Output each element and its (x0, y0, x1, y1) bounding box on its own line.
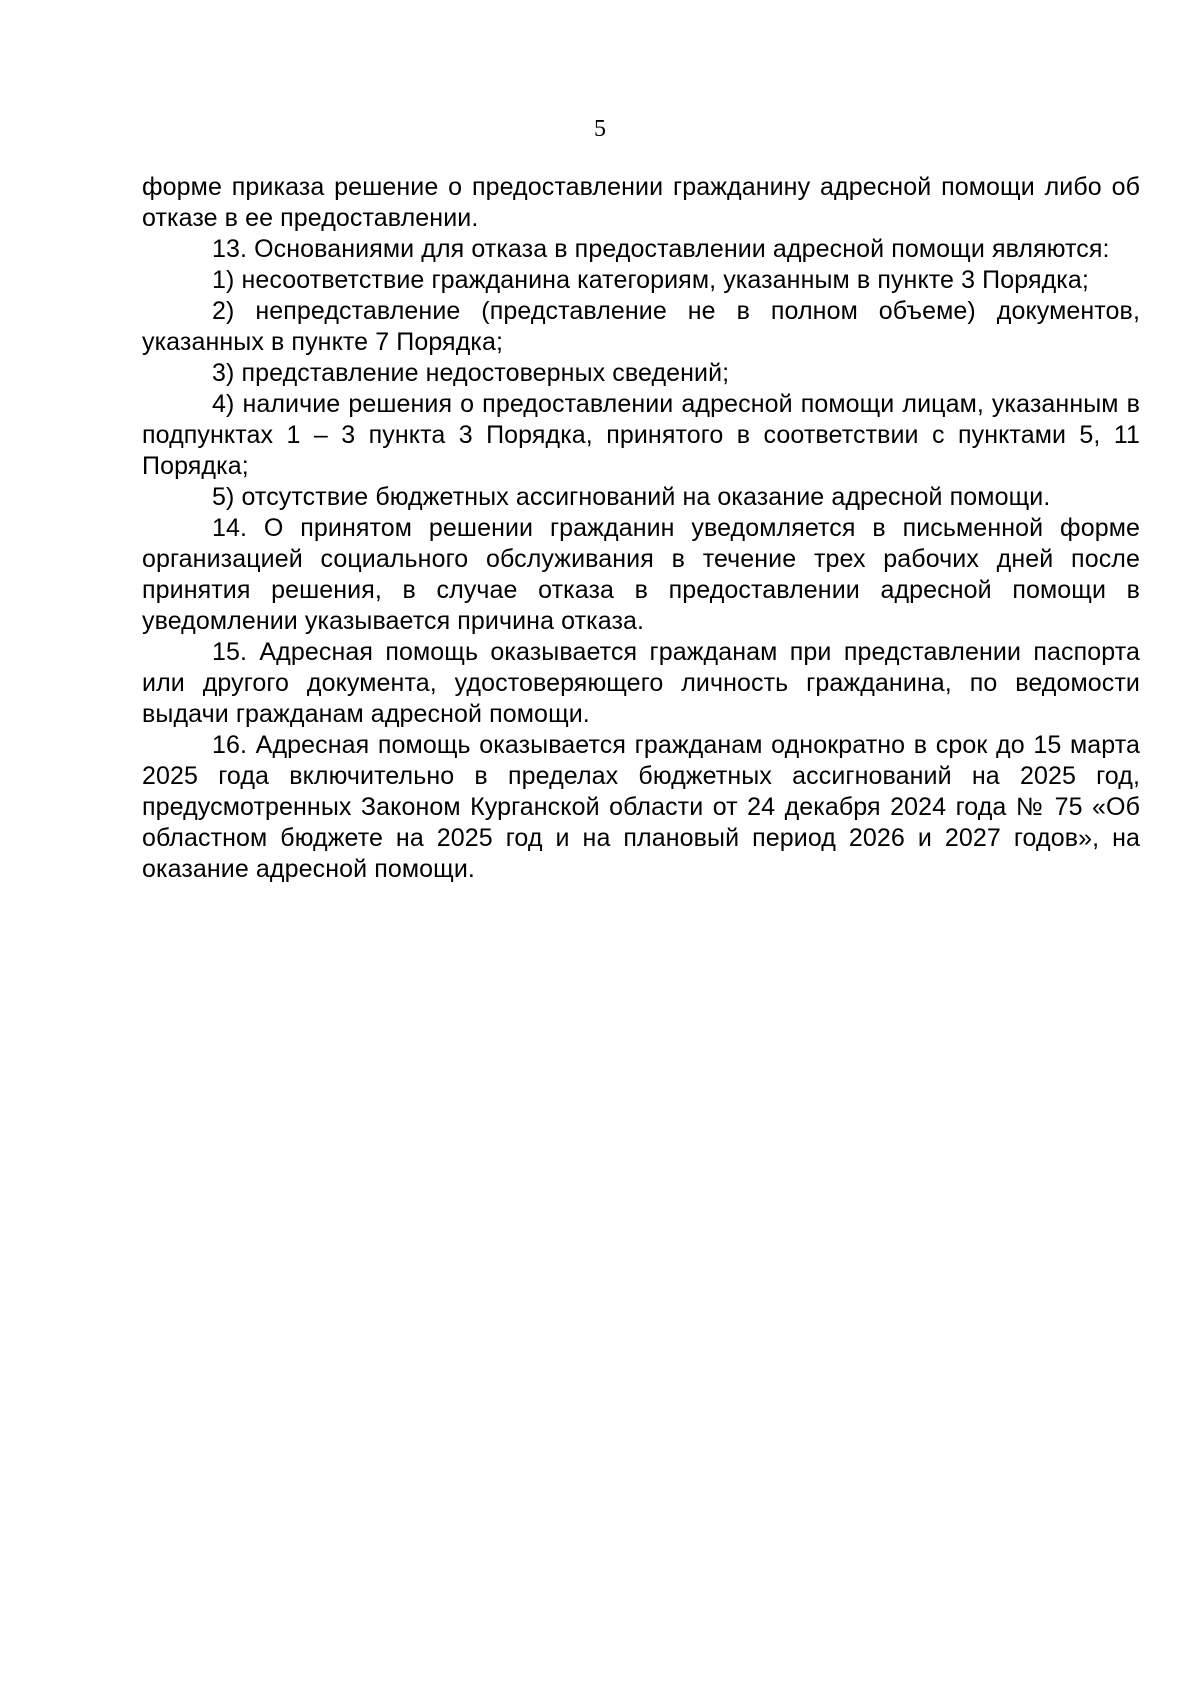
paragraph-15: 15. Адресная помощь оказывается гражданам при представлении паспорта или другого документа, удостоверяющего личность гражданина, по ведомости выдачи гражданам адресной помощи. (142, 638, 1140, 728)
list-item-13-4: 4) наличие решения о предоставлении адресной помощи лицам, указанным в подпунктах 1 – 3 пункта 3 Порядка, принятого в соответствии с пунктами 5, 11 Порядка; (142, 390, 1140, 480)
paragraph-14: 14. О принятом решении гражданин уведомляется в письменной форме организацией социального обслуживания в течение трех рабочих дней после принятия решения, в случае отказа в предоставлении адресной помощи в уведомлении указывается причина отказа. (142, 514, 1140, 635)
list-item-13-2: 2) непредставление (представление не в полном объеме) документов, указанных в пункте 7 Порядка; (142, 297, 1140, 356)
list-item-13-3: 3) представление недостоверных сведений; (212, 359, 730, 387)
document-body (142, 172, 1140, 885)
paragraph-13: 13. Основаниями для отказа в предоставлении адресной помощи являются: (212, 235, 1110, 263)
page-number: 5 (594, 116, 606, 142)
list-item-13-5: 5) отсутствие бюджетных ассигнований на оказание адресной помощи. (212, 483, 1051, 511)
paragraph-continuation: форме приказа решение о предоставлении гражданину адресной помощи либо об отказе в ее предоставлении. (142, 173, 1140, 232)
list-item-13-1: 1) несоответствие гражданина категориям, указанным в пункте 3 Порядка; (212, 266, 1089, 294)
paragraph-16: 16. Адресная помощь оказывается гражданам однократно в срок до 15 марта 2025 года включительно в пределах бюджетных ассигнований на 2025 год, предусмотренных Законом Курганской области от 24 декабря 2024 года № 75 «Об областном бюджете на 2025 год и на плановый период 2026 и 2027 годов», на оказание адресной помощи. (142, 731, 1140, 883)
